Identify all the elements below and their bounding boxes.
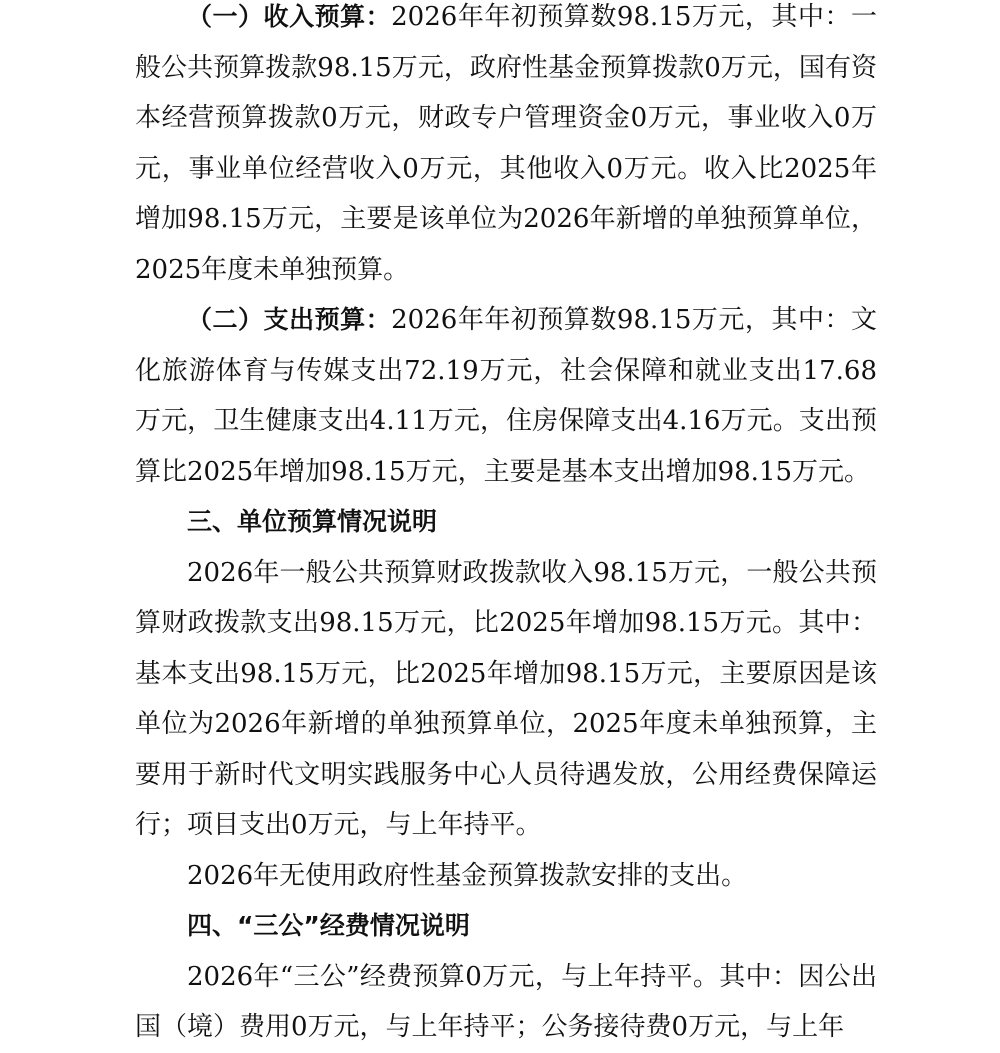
section-4-paragraph-1: 2026年“三公”经费预算0万元，与上年持平。其中：因公出国（境）费用0万元，与上年持平；公务接待费0万元，与上年 <box>135 961 877 1042</box>
income-budget-text: 2026年年初预算数98.15万元，其中：一般公共预算拨款98.15万元，政府性基金预算拨款0万元，国有资本经营预算拨款0万元，财政专户管理资金0万元，事业收入0万元，事业单位经营收入0万元，其他收入0万元。收入比2025年增加98.15万元，主要是该单位为2026年新增的单独预算单位，2025年度未单独预算。 <box>135 2 877 285</box>
income-budget-lead: （一）收入预算： <box>187 2 392 31</box>
section-3-paragraph-1: 2026年一般公共预算财政拨款收入98.15万元，一般公共预算财政拨款支出98.15万元，比2025年增加98.15万元。其中：基本支出98.15万元，比2025年增加98.15万元，主要原因是该单位为2026年新增的单独预算单位，2025年度未单独预算，主要用于新时代文明实践服务中心人员待遇发放，公用经费保障运行；项目支出0万元，与上年持平。 <box>135 557 877 840</box>
expenditure-budget-paragraph <box>135 295 877 497</box>
income-budget-paragraph <box>135 0 877 295</box>
section-heading-3: 三、单位预算情况说明 <box>187 507 438 536</box>
document-page <box>135 0 877 1053</box>
section-3-paragraph-2: 2026年无使用政府性基金预算拨款安排的支出。 <box>187 860 748 891</box>
expenditure-budget-lead: （二）支出预算： <box>187 305 392 334</box>
expenditure-budget-text: 2026年年初预算数98.15万元，其中：文化旅游体育与传媒支出72.19万元，社会保障和就业支出17.68万元，卫生健康支出4.11万元，住房保障支出4.16万元。支出预算比2025年增加98.15万元，主要是基本支出增加98.15万元。 <box>135 305 877 487</box>
section-heading-4: 四、“三公”经费情况说明 <box>187 911 470 940</box>
